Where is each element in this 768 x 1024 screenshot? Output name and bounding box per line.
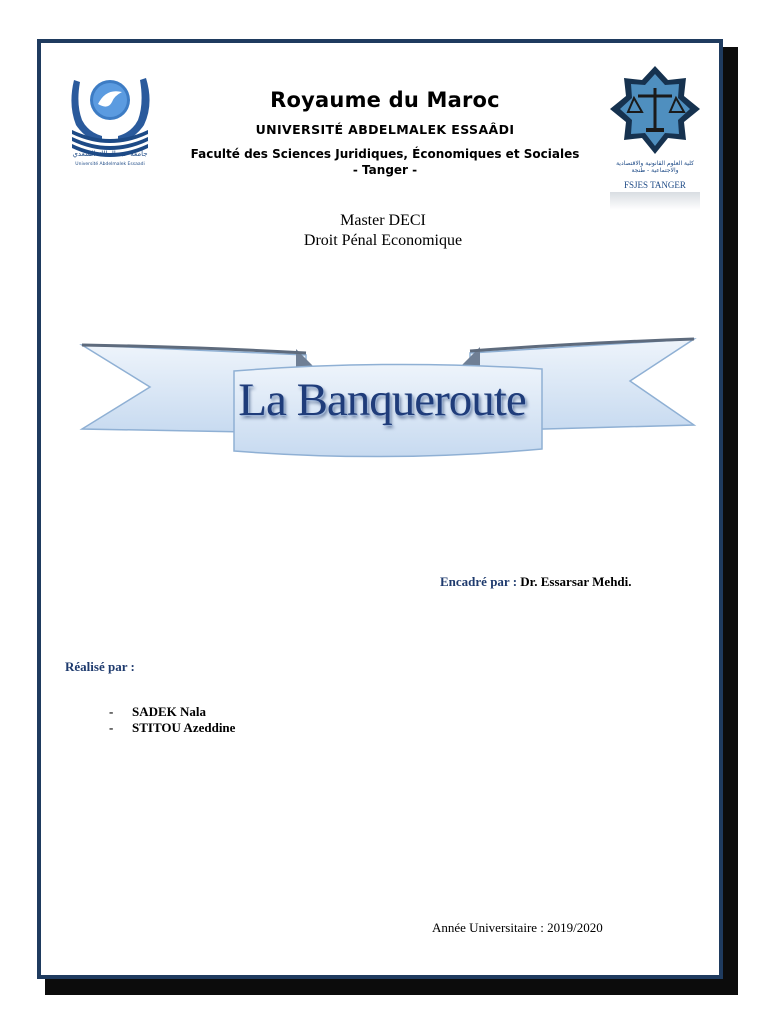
author-name: STITOU Azeddine — [132, 720, 236, 735]
academic-year: Année Universitaire : 2019/2020 — [432, 920, 603, 935]
master-name: Master DECI — [340, 212, 426, 229]
faculty-logo-text-latin: FSJES TANGER — [624, 180, 686, 190]
faculty-name: Faculté des Sciences Juridiques, Économiques et Sociales — [190, 147, 580, 161]
course-name: Droit Pénal Economique — [303, 232, 463, 249]
university-logo — [62, 70, 158, 182]
university-logo-text-latin: Université Abdelmalek Essaadi — [75, 162, 145, 167]
faculty-logo-text-arabic: كلية العلوم القانونية والاقتصادية والاجتماعية - طنجة — [616, 160, 694, 174]
author-name: SADEK Nala — [132, 704, 207, 719]
country-title: Royaume du Maroc — [270, 88, 500, 112]
supervisor-line — [440, 574, 700, 590]
city-name: - Tanger - — [352, 163, 418, 177]
scales-of-justice-icon — [604, 64, 706, 158]
faculty-logo-reflection — [610, 192, 700, 210]
university-name: UNIVERSITÉ ABDELMALEK ESSAÂDI — [255, 122, 515, 137]
document-title: La Banqueroute — [238, 374, 526, 426]
supervisor-name: Dr. Essarsar Mehdi. — [520, 574, 632, 589]
university-logo-text-arabic: جامعة عبد المالك السعدي — [72, 150, 148, 158]
list-item: - SADEK Nala — [109, 704, 207, 719]
list-item: - STITOU Azeddine — [109, 720, 236, 735]
faculty-logo — [604, 64, 706, 212]
authors-label: Réalisé par : — [65, 659, 135, 674]
supervisor-label: Encadré par : — [440, 574, 518, 589]
institution-header — [170, 88, 600, 177]
authors-list — [109, 704, 235, 736]
program-block — [230, 211, 536, 251]
